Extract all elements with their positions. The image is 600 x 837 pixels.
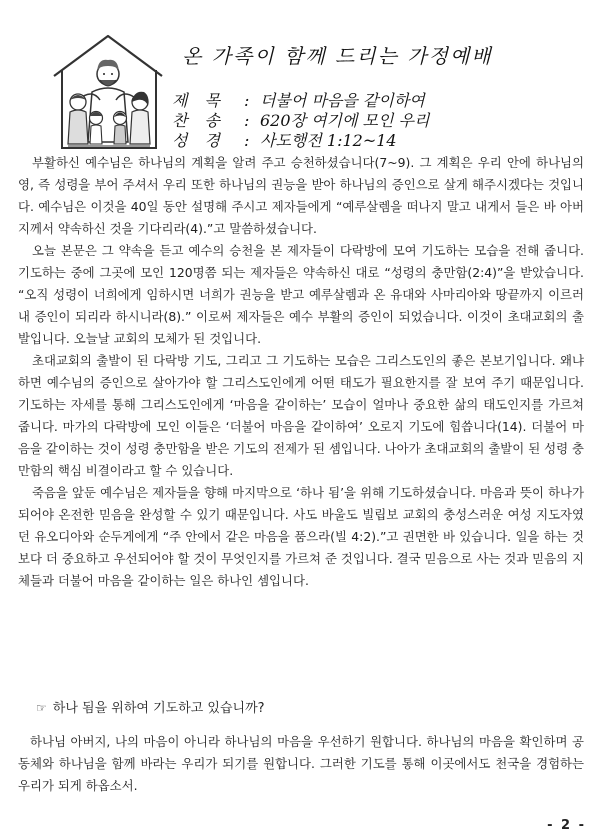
body-paragraph: 초대교회의 출발이 된 다락방 기도, 그리고 그 기도하는 모습은 그리스도인의 좋은 본보기입니다. 왜냐하면 예수님의 증인으로 살아가야 할 그리스도인에게 어떤 태도가 필요한지를 잘 보여 주기 때문입니다. 기도하는 자세를 통해 그리스도인에게 ‘마음을 같이하는’ 모습이 얼마나 중요한 삶의 태도인지를 가르쳐 줍니다. 마가의 다락방에 모인 이들은 ‘더불어 마음을 같이하여’ 오로지 기도에 힘씁니다(14). 더불어 마음을 같이하는 것이 성령 충만함을 받은 기도의 전제가 된 셈입니다. 나아가 초대교회의 출발이 된 성령 충만함의 핵심 비결이라고 할 수 있습니다. (18, 353, 584, 478)
prayer-question-text: 하나 됨을 위하여 기도하고 있습니까? (52, 701, 265, 716)
prayer-question (36, 697, 265, 716)
theme-colon: : (244, 91, 250, 110)
sermon-body (18, 152, 584, 592)
worship-title: 온 가족이 함께 드리는 가정예배 (182, 44, 493, 68)
prayer-text: 하나님 아버지, 나의 마음이 아니라 하나님의 마음을 우선하기 원합니다. 하나님의 마음을 확인하며 공동체와 하나님을 함께 바라는 우리가 되기를 원합니다. 그러한 기도를 통해 이곳에서도 천국을 경험하는 우리가 되게 하옵소서. (18, 734, 584, 793)
header (0, 0, 600, 150)
scripture-row (172, 128, 592, 151)
scripture-label: 성 경 (172, 131, 226, 150)
pointing-hand-icon: ☞ (36, 701, 47, 715)
body-paragraph: 오늘 본문은 그 약속을 듣고 예수의 승천을 본 제자들이 다락방에 모여 기도하는 모습을 전해 줍니다. 기도하는 중에 그곳에 모인 120명쯤 되는 제자들은 약속하신 대로 “성령의 충만함(2:4)”을 받았습니다. “오직 성령이 너희에게 임하시면 너희가 권능을 받고 예루살렘과 온 유대와 사마리아와 땅끝까지 이르러 내 증인이 되리라 하시니라(8).” 이로써 제자들은 예수 부활의 증인이 되었습니다. 이것이 초대교회의 출발입니다. 오늘날 교회의 모체가 된 것입니다. (18, 243, 584, 346)
page-number: - 2 - (547, 818, 586, 833)
theme-label: 제 목 (172, 91, 226, 110)
hymn-label: 찬 송 (172, 111, 226, 130)
body-paragraph: 죽음을 앞둔 예수님은 제자들을 향해 마지막으로 ‘하나 됨’을 위해 기도하셨습니다. 마음과 뜻이 하나가 되어야 온전한 믿음을 완성할 수 있기 때문입니다. 사도 바울도 빌립보 교회의 충성스러운 여성 지도자였던 유오디아와 순두게에게 “주 안에서 같은 마음을 품으라(빌 4:2).”고 권면한 바 있습니다. 일을 하는 것보다 더 중요하고 우선되어야 할 것이 무엇인지를 가르쳐 준 것입니다. 결국 믿음으로 사는 것과 믿음의 지체들과 더불어 마음을 같이하는 일은 하나인 셈입니다. (18, 485, 584, 588)
scripture-colon: : (244, 131, 250, 150)
scripture-value: 사도행전 1:12~14 (260, 131, 397, 150)
family-worship-illustration (48, 30, 168, 152)
body-paragraph: 부활하신 예수님은 하나님의 계획을 알려 주고 승천하셨습니다(7~9). 그 계획은 우리 안에 하나님의 영, 즉 성령을 부어 주셔서 우리 또한 하나님의 권능을 받아 하나님의 증인으로 살게 해주시겠다는 것입니다. 예수님은 이것을 40일 동안 설명해 주시고 제자들에게 “예루살렘을 떠나지 말고 내게서 들은 바 아버지께서 약속하신 것을 기다리라(4).”고 말씀하셨습니다. (18, 155, 584, 236)
hymn-value: 620장 여기에 모인 우리 (260, 111, 430, 130)
prayer-section (18, 731, 584, 797)
theme-value: 더불어 마음을 같이하여 (260, 91, 425, 110)
hymn-colon: : (244, 111, 250, 130)
